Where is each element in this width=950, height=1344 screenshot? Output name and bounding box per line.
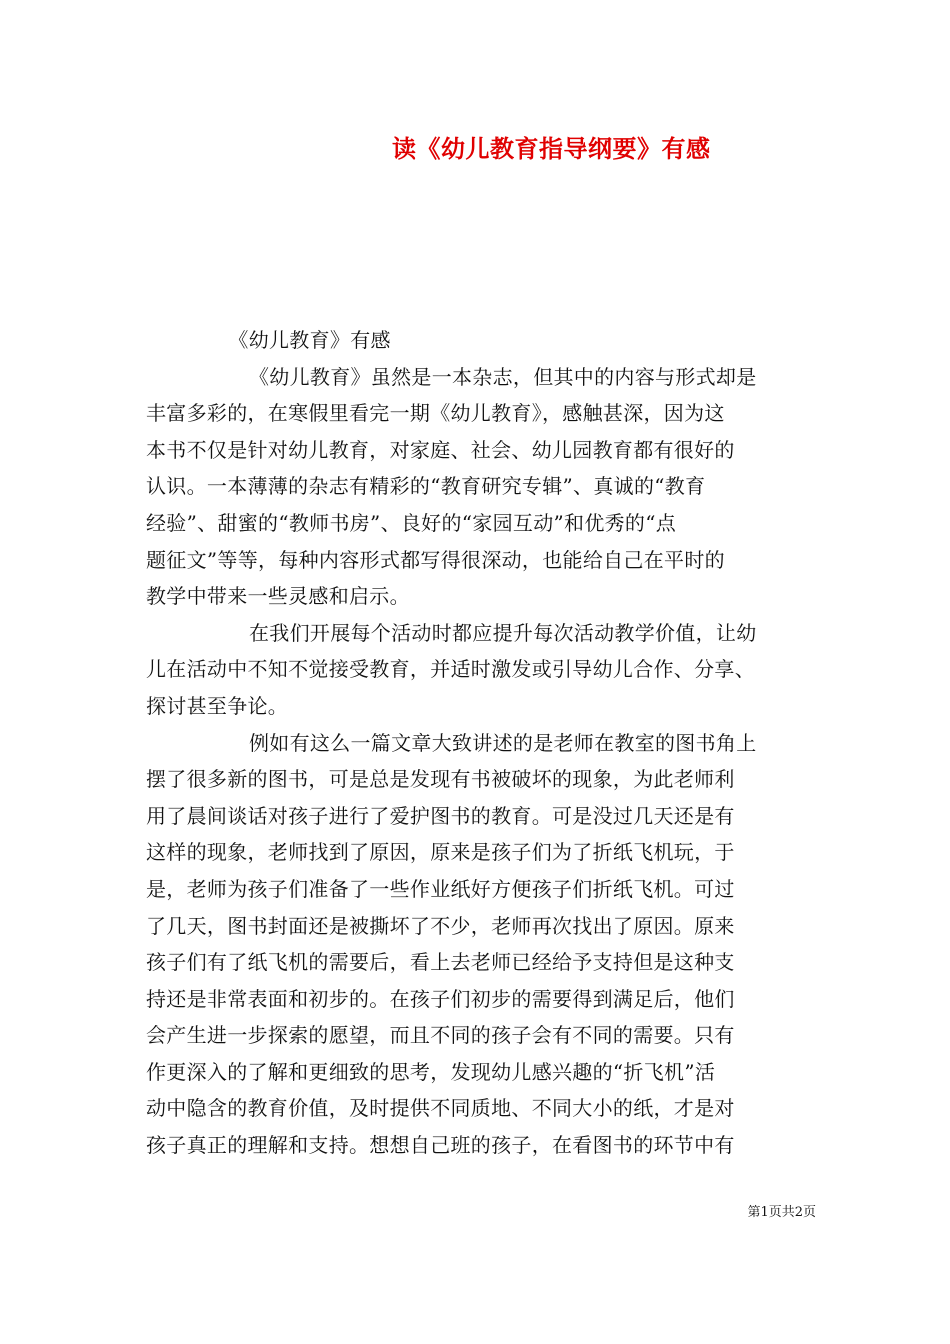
body-line: 动中隐含的教育价值，及时提供不同质地、不同大小的纸，才是对 — [146, 1096, 735, 1121]
body-line: 题征文”等等，每种内容形式都写得很深动，也能给自己在平时的 — [146, 547, 725, 572]
body-line: 探讨甚至争论。 — [146, 693, 289, 718]
body-line: 孩子们有了纸飞机的需要后，看上去老师已经给予支持但是这种支 — [146, 950, 735, 975]
page-footer: 第1页共2页 — [747, 1205, 816, 1220]
body-line: 是，老师为孩子们准备了一些作业纸好方便孩子们折纸飞机。可过 — [146, 876, 735, 901]
body-line: 摆了很多新的图书，可是总是发现有书被破坏的现象，为此老师利 — [146, 767, 735, 792]
body-line: 用了晨间谈话对孩子进行了爱护图书的教育。可是没过几天还是有 — [146, 803, 735, 828]
body-line: 经验”、甜蜜的“教师书房”、良好的“家园互动”和优秀的“点 — [146, 510, 677, 535]
document-body — [146, 322, 810, 1164]
body-line: 丰富多彩的，在寒假里看完一期《幼儿教育》，感触甚深，因为这 — [146, 401, 725, 426]
body-line: 认识。一本薄薄的杂志有精彩的“教育研究专辑”、真诚的“教育 — [146, 474, 706, 499]
body-line: 作更深入的了解和更细致的思考，发现幼儿感兴趣的“折飞机”活 — [146, 1059, 716, 1084]
body-line: 《幼儿教育》虽然是一本杂志，但其中的内容与形式却是 — [249, 364, 757, 389]
body-line: 这样的现象，老师找到了原因，原来是孩子们为了折纸飞机玩，于 — [146, 840, 735, 865]
body-line: 持还是非常表面和初步的。在孩子们初步的需要得到满足后，他们 — [146, 986, 735, 1011]
body-line: 在我们开展每个活动时都应提升每次活动教学价值，让幼 — [249, 620, 757, 645]
body-line: 儿在活动中不知不觉接受教育，并适时激发或引导幼儿合作、分享、 — [146, 657, 755, 682]
body-line: 了几天，图书封面还是被撕坏了不少，老师再次找出了原因。原来 — [146, 913, 735, 938]
body-line: 《幼儿教育》有感 — [228, 328, 391, 352]
body-line: 会产生进一步探索的愿望，而且不同的孩子会有不同的需要。只有 — [146, 1023, 735, 1048]
body-line: 孩子真正的理解和支持。想想自己班的孩子，在看图书的环节中有 — [146, 1133, 735, 1158]
document-title: 读《幼儿教育指导纲要》有感 — [392, 134, 711, 163]
body-line: 本书不仅是针对幼儿教育，对家庭、社会、幼儿园教育都有很好的 — [146, 437, 735, 462]
body-line: 教学中带来一些灵感和启示。 — [146, 584, 410, 609]
body-line: 例如有这么一篇文章大致讲述的是老师在教室的图书角上 — [249, 730, 757, 755]
